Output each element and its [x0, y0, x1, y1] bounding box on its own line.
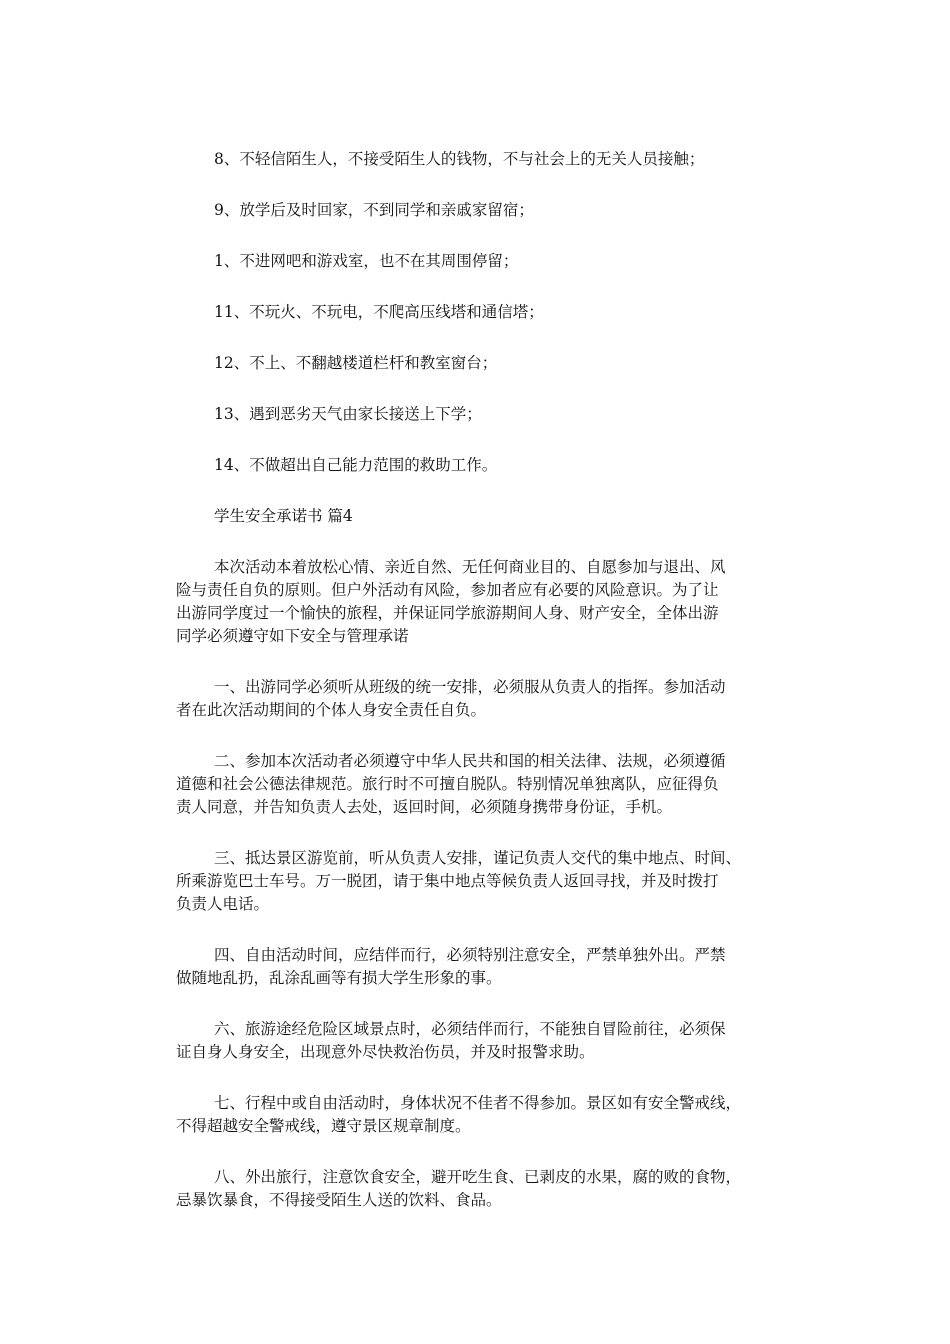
- paragraph-line: 忌暴饮暴食，不得接受陌生人送的饮料、食品。: [176, 1191, 502, 1209]
- paragraph-intro: [176, 556, 782, 648]
- paragraph-clause-3: [176, 847, 782, 916]
- list-item: 12、不上、不翻越楼道栏杆和教室窗台；: [214, 354, 498, 372]
- paragraph-line: 所乘游览巴士车号。万一脱团，请于集中地点等候负责人返回寻找，并及时拨打: [176, 872, 719, 890]
- paragraph-line: 出游同学度过一个愉快的旅程，并保证同学旅游期间人身、财产安全，全体出游: [176, 604, 719, 622]
- paragraph-clause-2: [176, 750, 782, 819]
- paragraph-line: 六、旅游途经危险区域景点时，必须结伴而行，不能独自冒险前往，必须保: [214, 1020, 726, 1038]
- paragraph-line: 做随地乱扔，乱涂乱画等有损大学生形象的事。: [176, 969, 502, 987]
- paragraph-line: 四、自由活动时间，应结伴而行，必须特别注意安全，严禁单独外出。严禁: [214, 946, 726, 964]
- paragraph-line: 同学必须遵守如下安全与管理承诺: [176, 627, 409, 645]
- paragraph-clause-1: [176, 676, 782, 722]
- paragraph-line: 者在此次活动期间的个体人身安全责任自负。: [176, 701, 487, 719]
- paragraph-line: 负责人电话。: [176, 895, 270, 913]
- list-item: 8、不轻信陌生人，不接受陌生人的钱物，不与社会上的无关人员接触；: [214, 150, 705, 168]
- list-item: 13、遇到恶劣天气由家长接送上下学；: [214, 405, 482, 423]
- paragraph-line: 不得超越安全警戒线，遵守景区规章制度。: [176, 1117, 471, 1135]
- paragraph-line: 道德和社会公德法律规范。旅行时不可擅自脱队。特别情况单独离队，应征得负: [176, 775, 719, 793]
- paragraph-clause-7: [176, 1092, 782, 1138]
- paragraph-line: 证自身人身安全，出现意外尽快救治伤员，并及时报警求助。: [176, 1043, 595, 1061]
- list-item: 1、不进网吧和游戏室，也不在其周围停留；: [214, 252, 519, 270]
- document-body: [176, 148, 782, 1240]
- paragraph-clause-6: [176, 1018, 782, 1064]
- list-item: 14、不做超出自己能力范围的救助工作。: [214, 456, 498, 474]
- paragraph-clause-4: [176, 944, 782, 990]
- section-heading: 学生安全承诺书 篇4: [214, 507, 353, 525]
- list-item: 9、放学后及时回家，不到同学和亲戚家留宿；: [214, 201, 534, 219]
- paragraph-line: 七、行程中或自由活动时，身体状况不佳者不得参加。景区如有安全警戒线，: [214, 1094, 742, 1112]
- paragraph-line: 责人同意，并告知负责人去处，返回时间，必须随身携带身份证，手机。: [176, 798, 673, 816]
- paragraph-line: 一、出游同学必须听从班级的统一安排，必须服从负责人的指挥。参加活动: [214, 678, 726, 696]
- paragraph-line: 二、参加本次活动者必须遵守中华人民共和国的相关法律、法规，必须遵循: [214, 752, 726, 770]
- paragraph-line: 八、外出旅行，注意饮食安全，避开吃生食、已剥皮的水果，腐的败的食物，: [214, 1168, 742, 1186]
- paragraph-clause-8: [176, 1166, 782, 1212]
- paragraph-line: 三、抵达景区游览前，听从负责人安排，谨记负责人交代的集中地点、时间、: [214, 849, 742, 867]
- paragraph-line: 本次活动本着放松心情、亲近自然、无任何商业目的、自愿参加与退出、风: [214, 558, 726, 576]
- paragraph-line: 险与责任自负的原则。但户外活动有风险，参加者应有必要的风险意识。为了让: [176, 581, 719, 599]
- list-item: 11、不玩火、不玩电，不爬高压线塔和通信塔；: [214, 303, 544, 321]
